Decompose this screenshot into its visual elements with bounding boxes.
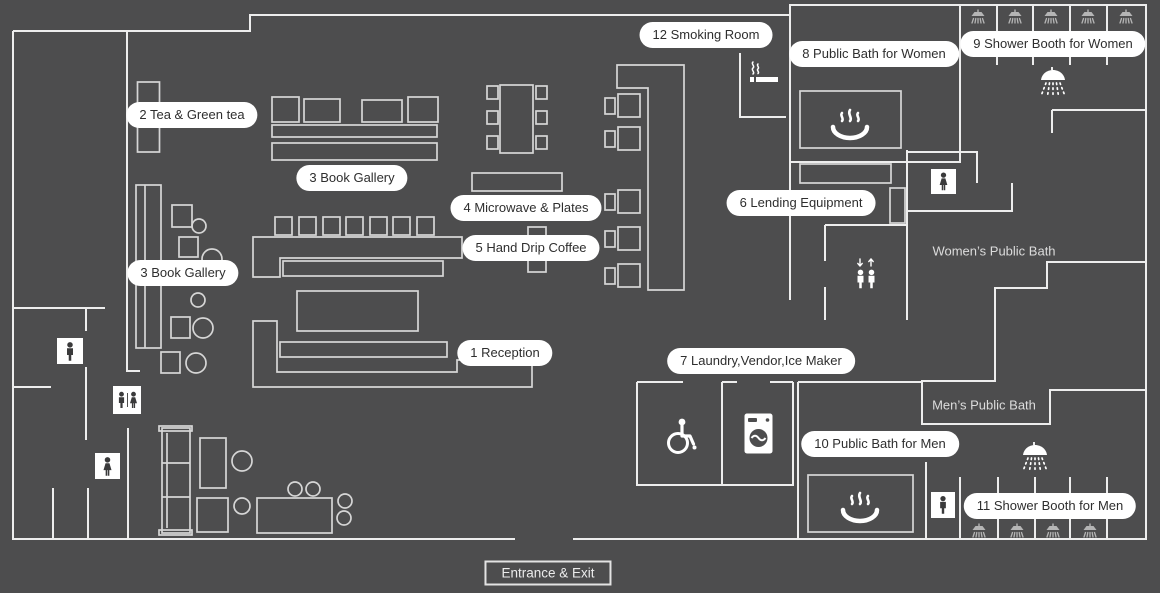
shower-head-icon [1120, 10, 1133, 24]
label-hand-drip-coffee: 5 Hand Drip Coffee [462, 235, 599, 261]
microwave-shelf [472, 173, 562, 191]
lounge-table [257, 498, 332, 533]
furniture [136, 65, 913, 535]
shower-head-icon [1084, 524, 1097, 538]
label-reception: 1 Reception [457, 340, 552, 366]
label-shower-booth-men: 11 Shower Booth for Men [964, 493, 1136, 519]
shower-head-icon [973, 524, 986, 538]
washing-machine-icon [745, 414, 773, 454]
lending-shelf [800, 164, 891, 183]
label-public-bath-women: 8 Public Bath for Women [789, 41, 959, 67]
cigarette-icon [750, 62, 778, 82]
label-shower-booth-women: 9 Shower Booth for Women [960, 31, 1145, 57]
area-womens-public-bath: Women’s Public Bath [932, 243, 1056, 259]
label-public-bath-men: 10 Public Bath for Men [801, 431, 959, 457]
shower-icon-men [1023, 442, 1047, 471]
wheelchair-icon [669, 419, 697, 453]
label-book-gallery-left: 3 Book Gallery [127, 260, 238, 286]
elevator-icon [858, 259, 875, 288]
shower-icon-women [1041, 67, 1065, 96]
long-counter [617, 65, 684, 290]
unisex-toilet-icon [113, 386, 141, 414]
label-tea-green-tea: 2 Tea & Green tea [126, 102, 257, 128]
label-microwave-plates: 4 Microwave & Plates [451, 195, 602, 221]
counter [253, 237, 462, 277]
hot-spring-icon-women [833, 110, 867, 138]
womens-toilet-icon [95, 453, 120, 479]
shower-head-icon [1011, 524, 1024, 538]
shower-head-icon [1082, 10, 1095, 24]
shower-head-icon [1047, 524, 1060, 538]
mens-toilet-icon-bath [931, 492, 955, 518]
dining-table [500, 85, 533, 153]
hot-spring-icon-men [843, 493, 877, 521]
shower-head-icon [1009, 10, 1022, 24]
entrance-exit-label: Entrance & Exit [484, 561, 611, 586]
mens-toilet-icon [57, 338, 83, 364]
label-smoking-room: 12 Smoking Room [640, 22, 773, 48]
area-mens-public-bath: Men’s Public Bath [932, 397, 1036, 413]
label-laundry-vendor-ice: 7 Laundry,Vendor,Ice Maker [667, 348, 855, 374]
label-book-gallery-top: 3 Book Gallery [296, 165, 407, 191]
shower-head-icon [1045, 10, 1058, 24]
label-lending-equipment: 6 Lending Equipment [727, 190, 876, 216]
womens-toilet-icon-bath [931, 169, 956, 194]
shower-head-icon [972, 10, 985, 24]
